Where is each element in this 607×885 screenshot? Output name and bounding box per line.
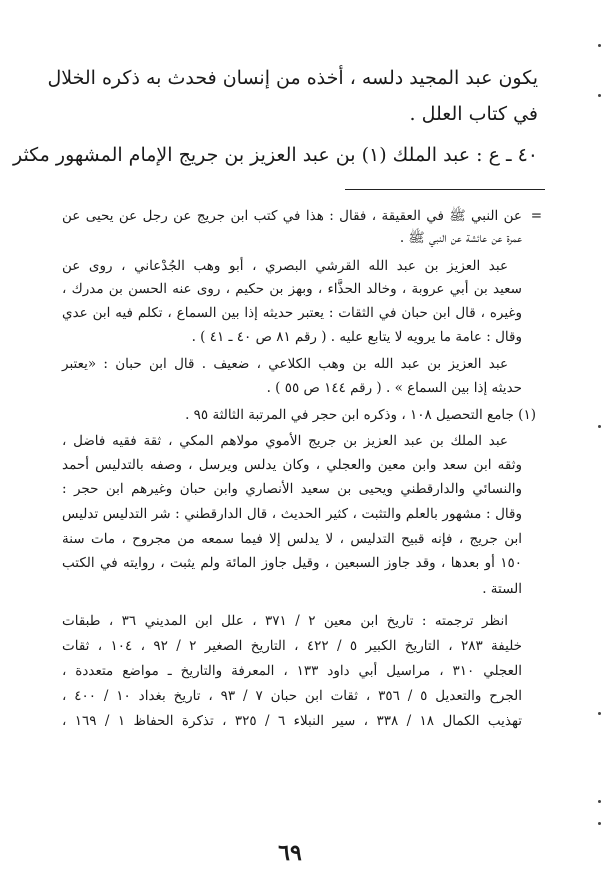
footnote-line: عبد العزيز بن عبد الله القرشي البصري ، أبو وهب الجُدْعاني ، روى عن (62, 258, 508, 274)
scan-edge-mark (598, 712, 601, 715)
entry-heading-40: ٤٠ ـ ع : عبد الملك (١) بن عبد العزيز بن جريج الإمام المشهور مكثر (12, 144, 538, 166)
footnote-line: عمرة عن عائشة عن النبي ﷺ . (399, 230, 522, 246)
footnote-separator (345, 189, 545, 190)
footnote-line: والنسائي والدارقطني ويحيى بن سعيد الأنصاري وابن حبان وغيرهم ابن حجر : (62, 481, 522, 497)
footnote-continuation-marker: = (530, 208, 542, 224)
footnote-line: ابن جريج ، فإنه قبيح التدليس ، لا يدلس إلا فيما سمعه من مجروح ، مات سنة (62, 531, 522, 547)
footnote-line: وقال : عامة ما يرويه لا يتابع عليه . ( رقم ٨١ ص ٤٠ ـ ٤١ ) . (191, 329, 522, 345)
footnote-line: انظر ترجمته : تاريخ ابن معين ٢ / ٣٧١ ، علل ابن المديني ٣٦ ، طبقات (62, 613, 508, 629)
scan-edge-mark (598, 800, 601, 803)
footnote-line: وغيره ، قال ابن حبان في الثقات : يعتبر حديثه إذا بين السماع ، تكلم فيه ابن عدي (62, 305, 522, 321)
footnote-line: وقال : مشهور بالعلم والتثبت ، كثير الحديث ، قال الدارقطني : شر التدليس تدليس (62, 506, 522, 522)
main-text-line-2: في كتاب العلل . (409, 103, 538, 125)
footnote-line: عبد العزيز بن عبد الله بن وهب الكلاعي ، ضعيف . قال ابن حبان : «يعتبر (62, 356, 508, 372)
footnote-line: تهذيب الكمال ١٨ / ٣٣٨ ، سير النبلاء ٦ / ٣٢٥ ، تذكرة الحفاظ ١ / ١٦٩ ، (62, 713, 522, 729)
footnote-line: عبد الملك بن عبد العزيز بن جريج الأموي مولاهم المكي ، ثقة فقيه فاضل ، (62, 433, 508, 449)
scan-edge-mark (598, 94, 601, 97)
footnote-line: عن النبي ﷺ في العقيقة ، فقال : هذا في كتب ابن جريج عن رجل عن يحيى عن (62, 208, 522, 224)
footnote-line: خليفة ٢٨٣ ، التاريخ الكبير ٥ / ٤٢٢ ، التاريخ الصغير ٢ / ٩٢ ، ١٠٤ ، ثقات (62, 638, 523, 654)
page-number: ٦٩ (278, 840, 302, 866)
footnote-line: وثقه ابن سعد وابن معين والعجلي ، وكان يدلس ويرسل ، وصفه بالتدليس أحمد (62, 457, 522, 473)
scan-edge-mark (598, 822, 601, 825)
footnote-line: العجلي ٣١٠ ، مراسيل أبي داود ١٣٣ ، المعرفة والتاريخ ـ مواضع متعددة ، (62, 663, 523, 679)
scan-edge-mark (598, 44, 601, 47)
main-text-line-1: يكون عبد المجيد دلسه ، أخذه من إنسان فحدث به ذكره الخلال (47, 67, 538, 89)
scan-edge-mark (598, 425, 601, 428)
footnote-line: حديثه إذا بين السماع » . ( رقم ١٤٤ ص ٥٥ ) . (266, 380, 522, 396)
footnote-line: الستة . (482, 581, 522, 597)
footnote-line: الجرح والتعديل ٥ / ٣٥٦ ، ثقات ابن حبان ٧ / ٩٣ ، تاريخ بغداد ١٠ / ٤٠٠ ، (62, 688, 522, 704)
footnote-line: ١٥٠ أو بعدها ، وقد جاوز السبعين ، وقيل جاوز المائة ولم يثبت ، روايته في الكتب (62, 555, 522, 571)
footnote-line: سعيد بن أبي عروبة ، وخالد الحذَّاء ، وبهز بن حكيم ، روى عنه الحسن بن مدرك ، (62, 281, 522, 297)
footnote-1-heading: (١) جامع التحصيل ١٠٨ ، وذكره ابن حجر في المرتبة الثالثة ٩٥ . (185, 407, 536, 423)
